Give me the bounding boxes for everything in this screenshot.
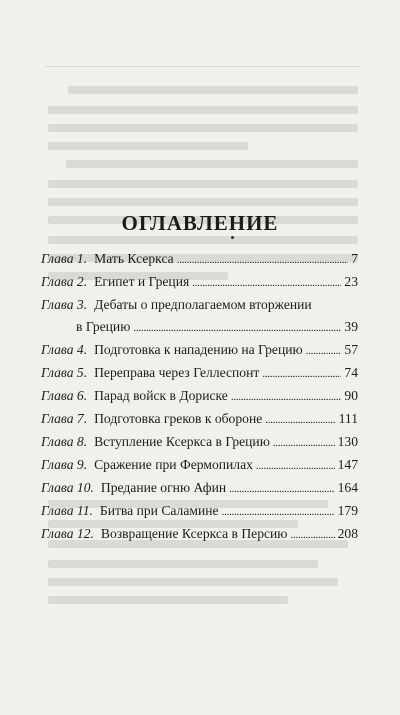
dot-leader — [229, 477, 334, 500]
dot-leader — [273, 431, 335, 454]
toc-entry[interactable] — [41, 500, 358, 523]
toc-entry[interactable] — [41, 523, 358, 546]
ghost-line — [48, 106, 358, 114]
chapter-number: Глава 12. — [41, 526, 94, 541]
toc-entry[interactable] — [41, 454, 358, 477]
title-dot-mark — [231, 236, 234, 239]
toc-entry-line — [41, 500, 358, 523]
toc-entry-line — [41, 523, 358, 546]
toc-entry-line — [41, 362, 358, 385]
chapter-title: Египет и Греция — [94, 274, 190, 289]
ghost-line — [48, 236, 358, 244]
chapter-title: Дебаты о предполагаемом вторжении — [94, 297, 312, 312]
chapter-title: Возвращение Ксеркса в Персию — [100, 526, 288, 541]
toc-entry[interactable] — [41, 477, 358, 500]
toc-entry[interactable] — [41, 408, 358, 431]
toc-entry[interactable] — [41, 385, 358, 408]
chapter-number: Глава 8. — [41, 434, 88, 449]
chapter-title: Битва при Саламине — [99, 503, 219, 518]
toc-entry-line — [41, 248, 358, 271]
chapter-title: Подготовка греков к обороне — [94, 411, 263, 426]
page-number: 208 — [337, 526, 358, 541]
chapter-title: Парад войск в Дориске — [94, 388, 228, 403]
chapter-number: Глава 11. — [41, 503, 93, 518]
dot-leader — [306, 339, 342, 362]
chapter-number: Глава 2. — [41, 274, 88, 289]
toc-entry[interactable] — [41, 431, 358, 454]
chapter-number: Глава 5. — [41, 365, 88, 380]
ghost-line — [48, 142, 248, 150]
chapter-title: Мать Ксеркса — [94, 251, 174, 266]
toc-entry-line — [41, 339, 358, 362]
chapter-number: Глава 9. — [41, 457, 88, 472]
toc-entry[interactable] — [41, 339, 358, 362]
page-number: 23 — [344, 274, 358, 289]
toc-entry-line — [41, 477, 358, 500]
ghost-line — [68, 86, 358, 94]
chapter-title: Переправа через Геллеспонт — [94, 365, 260, 380]
page-number: 130 — [337, 434, 358, 449]
toc-title: ОГЛАВЛЕНИЕ — [121, 211, 279, 235]
chapter-number: Глава 3. — [41, 297, 88, 312]
chapter-title: Вступление Ксеркса в Грецию — [94, 434, 270, 449]
page-number: 90 — [344, 388, 358, 403]
toc-entry-line — [41, 294, 358, 316]
toc-entry[interactable] — [41, 294, 358, 339]
dot-leader — [265, 408, 335, 431]
page-number: 179 — [337, 503, 358, 518]
chapter-number: Глава 6. — [41, 388, 88, 403]
toc-entry-line — [41, 408, 358, 431]
ghost-line — [48, 578, 338, 586]
chapter-number: Глава 7. — [41, 411, 88, 426]
dot-leader — [256, 454, 335, 477]
toc-entry[interactable] — [41, 248, 358, 271]
ghost-header-rule — [45, 66, 360, 67]
chapter-number: Глава 1. — [41, 251, 88, 266]
page-number: 39 — [344, 319, 358, 334]
table-of-contents — [41, 248, 358, 546]
chapter-title: Подготовка к нападению на Грецию — [94, 342, 303, 357]
page-number: 111 — [338, 411, 358, 426]
toc-entry[interactable] — [41, 271, 358, 294]
toc-entry-line — [41, 316, 358, 339]
dot-leader — [231, 385, 342, 408]
ghost-line — [66, 160, 358, 168]
dot-leader — [262, 362, 341, 385]
ghost-line — [48, 560, 318, 568]
ghost-line — [48, 180, 358, 188]
page-number: 147 — [337, 457, 358, 472]
dot-leader — [222, 500, 335, 523]
toc-entry-line — [41, 271, 358, 294]
page-number: 7 — [351, 251, 358, 266]
toc-entry-line — [41, 431, 358, 454]
chapter-title: Сражение при Фермопилах — [94, 457, 253, 472]
ghost-line — [48, 596, 288, 604]
dot-leader — [192, 271, 341, 294]
chapter-number: Глава 10. — [41, 480, 94, 495]
page-number: 74 — [344, 365, 358, 380]
toc-entry-line — [41, 454, 358, 477]
chapter-title: Предание огню Афин — [100, 480, 227, 495]
toc-entry[interactable] — [41, 362, 358, 385]
dot-leader — [177, 248, 349, 271]
page-number: 164 — [337, 480, 358, 495]
chapter-title-continuation: в Грецию — [76, 319, 131, 334]
dot-leader — [133, 316, 341, 339]
chapter-number: Глава 4. — [41, 342, 88, 357]
page-number: 57 — [344, 342, 358, 357]
toc-entry-line — [41, 385, 358, 408]
ghost-line — [48, 198, 358, 206]
dot-leader — [290, 523, 334, 546]
ghost-line — [48, 124, 358, 132]
